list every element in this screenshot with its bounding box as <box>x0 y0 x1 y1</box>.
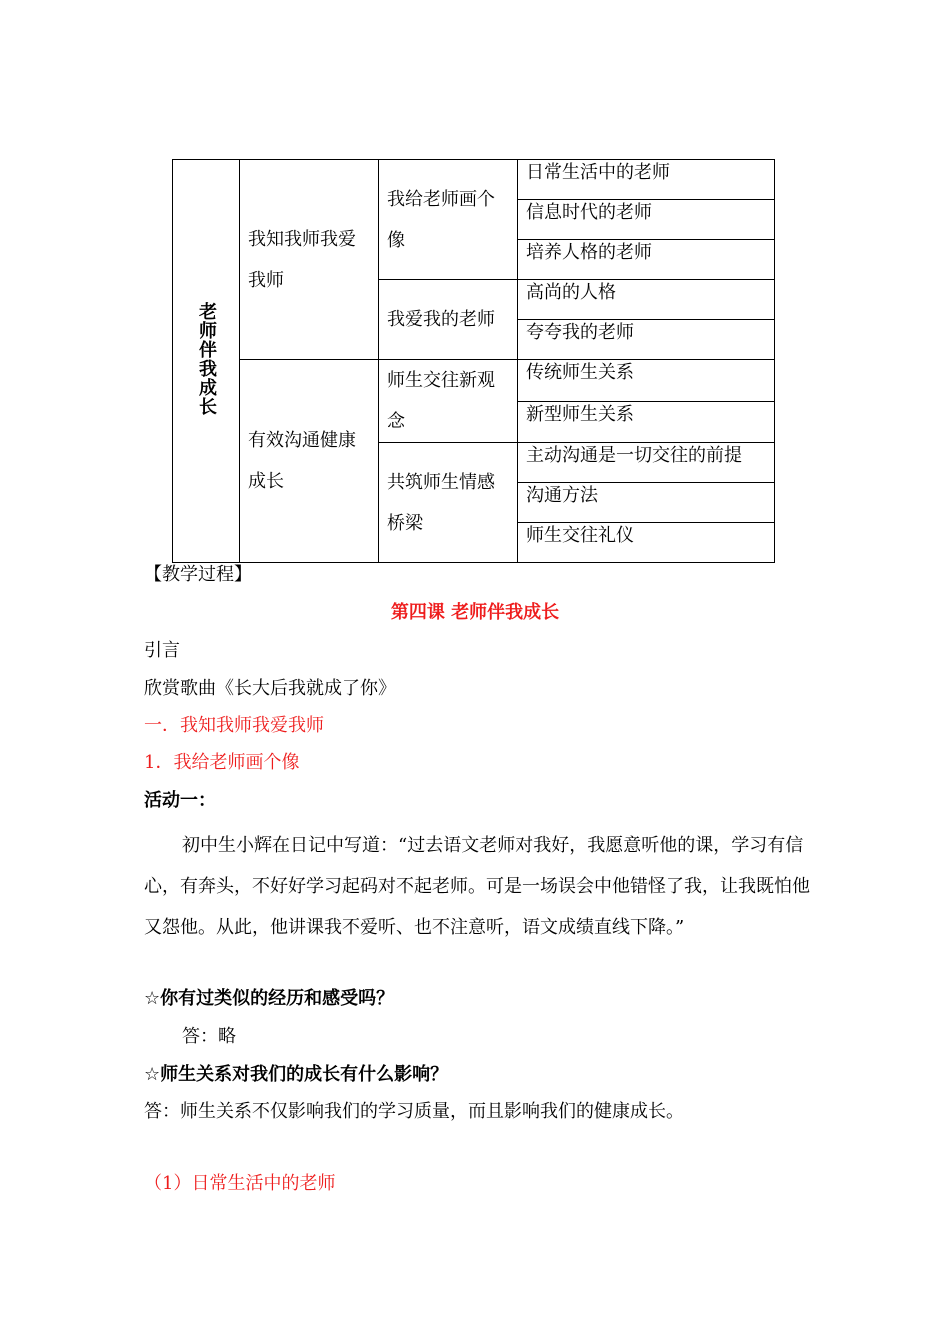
unit2-cell <box>240 360 379 563</box>
unit2-topic1-label: 师生交往新观念 <box>387 370 495 432</box>
answer-2: 答：师生关系不仅影响我们的学习质量，而且影响我们的健康成长。 <box>144 1101 684 1122</box>
unit1-topic1-label: 我给老师画个像 <box>387 188 495 251</box>
unit2-label: 有效沟通健康成长 <box>248 430 356 492</box>
lesson-title: 第四课 老师伴我成长 <box>390 602 560 623</box>
unit1-topic2-cell <box>379 280 518 360</box>
outline-root-label: 老师伴我成长 <box>196 301 217 416</box>
question-1: ☆你有过类似的经历和感受吗？ <box>144 988 395 1009</box>
unit1-label: 我知我师我爱我师 <box>248 228 356 291</box>
outline-leaf: 培养人格的老师 <box>518 240 775 280</box>
heading-level2: 1．我给老师画个像 <box>144 752 300 773</box>
diary-paragraph: 初中生小辉在日记中写道：“过去语文老师对我好，我愿意听他的课，学习有信心，有奔头，不好好学习起码对不起老师。可是一场误会中他错怪了我，让我既怕他又怨他。从此，他讲课我不爱听、也不注意听，语文成绩直线下降。” <box>144 835 810 938</box>
outline-leaf: 日常生活中的老师 <box>518 160 775 200</box>
outline-leaf: 新型师生关系 <box>518 401 775 443</box>
unit1-cell <box>240 160 379 360</box>
song-line: 欣赏歌曲《长大后我就成了你》 <box>144 678 396 699</box>
subheading: （1）日常生活中的老师 <box>144 1173 336 1194</box>
outline-leaf: 传统师生关系 <box>518 360 775 402</box>
outline-root-cell <box>173 160 240 563</box>
unit2-topic1-cell <box>379 360 518 443</box>
outline-leaf: 高尚的人格 <box>518 280 775 320</box>
table-row <box>173 160 775 200</box>
section-label: 【教学过程】 <box>144 564 252 585</box>
unit2-topic2-cell <box>379 443 518 563</box>
activity-label: 活动一： <box>144 790 216 811</box>
outline-leaf: 夸夸我的老师 <box>518 320 775 360</box>
outline-leaf: 师生交往礼仪 <box>518 523 775 563</box>
outline-leaf: 沟通方法 <box>518 483 775 523</box>
unit1-topic1-cell <box>379 160 518 280</box>
outline-leaf: 信息时代的老师 <box>518 200 775 240</box>
intro-line: 引言 <box>144 640 180 661</box>
table-row <box>173 360 775 402</box>
lesson-outline-table <box>172 159 775 563</box>
outline-leaf: 主动沟通是一切交往的前提 <box>518 443 775 483</box>
heading-level1: 一．我知我师我爱我师 <box>144 715 324 736</box>
unit1-topic2-label: 我爱我的老师 <box>387 309 495 330</box>
answer-1: 答：略 <box>182 1026 236 1047</box>
unit2-topic2-label: 共筑师生情感桥梁 <box>387 471 495 534</box>
question-2: ☆师生关系对我们的成长有什么影响？ <box>144 1064 449 1085</box>
